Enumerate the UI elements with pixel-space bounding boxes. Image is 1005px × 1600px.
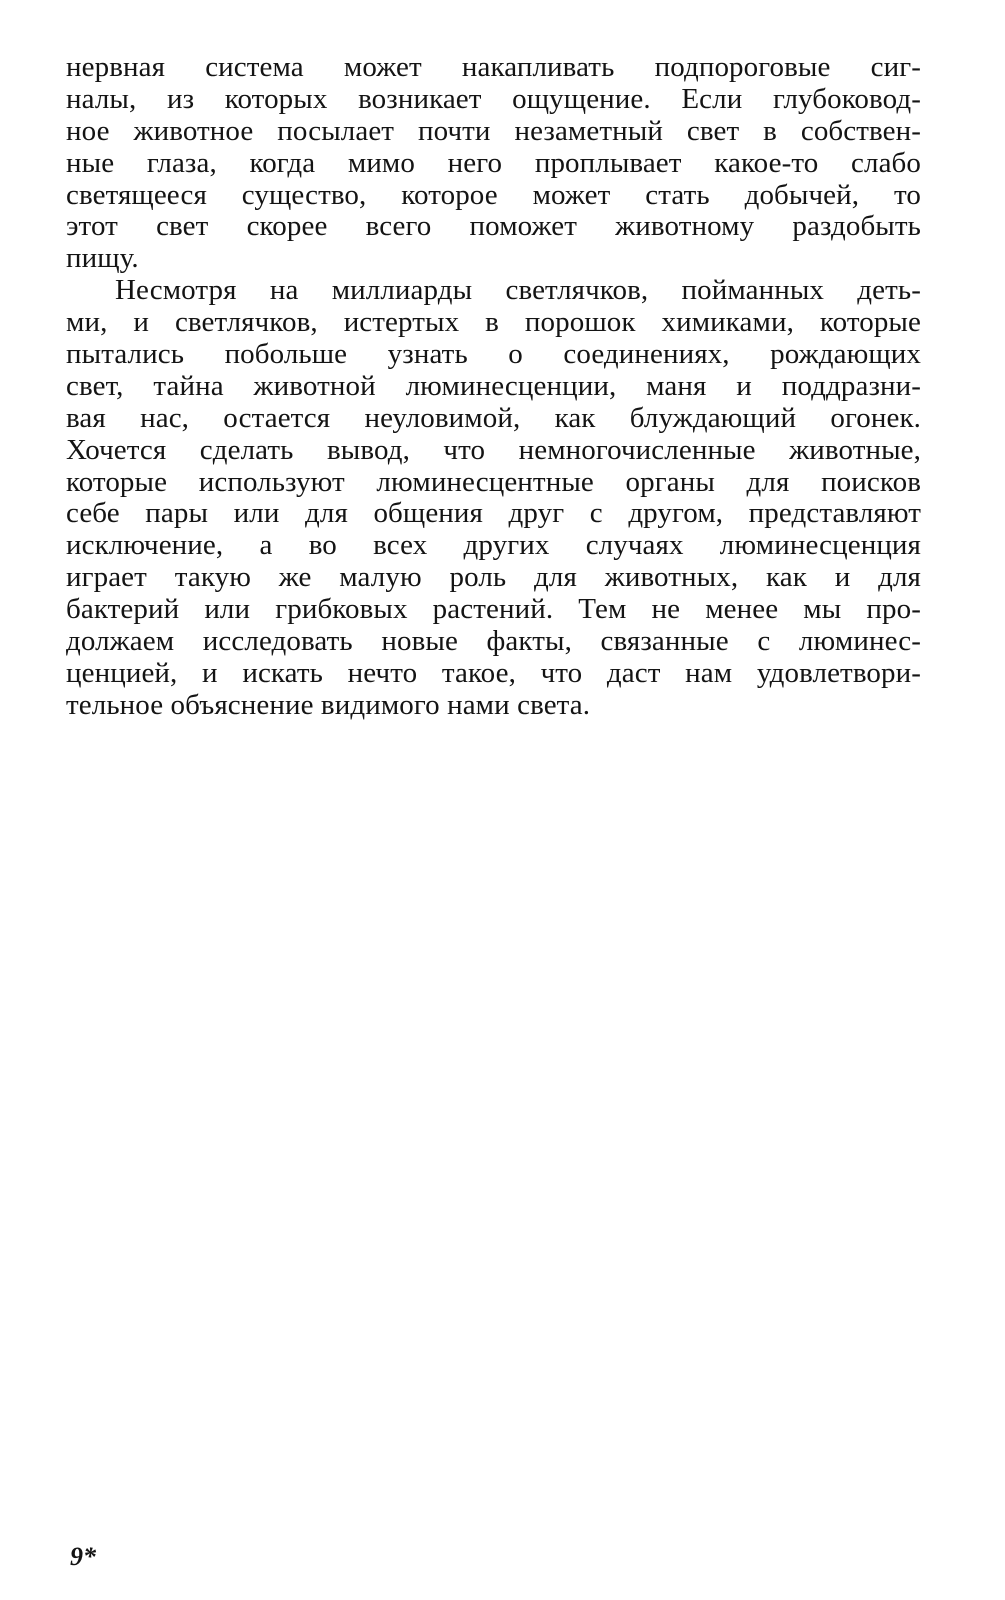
- text-line: светящееся существо, которое может стать добычей, то: [66, 178, 921, 211]
- text-line: которые используют люминесцентные органы для поисков: [66, 465, 921, 498]
- paragraph-2: [66, 275, 921, 721]
- text-line: ценцией, и искать нечто такое, что даст нам удовлетвори-: [66, 656, 921, 689]
- text-line: ные глаза, когда мимо него проплывает какое-то слабо: [66, 146, 921, 179]
- text-line: Несмотря на миллиарды светлячков, пойманных деть-: [115, 274, 921, 307]
- text-line: должаем исследовать новые факты, связанные с люминес-: [66, 625, 921, 658]
- text-line: нервная система может накапливать подпороговые сиг-: [66, 51, 921, 83]
- text-line: Хочется сделать вывод, что немногочисленные животные,: [66, 433, 921, 466]
- text-line: тельное объяснение видимого нами света.: [66, 688, 591, 721]
- text-line: налы, из которых возникает ощущение. Если глубоковод-: [66, 82, 921, 115]
- text-line: ми, и светлячков, истертых в порошок химиками, которые: [66, 306, 921, 339]
- text-line: себе пары или для общения друг с другом, представляют: [66, 497, 921, 530]
- text-line: вая нас, остается неуловимой, как блуждающий огонек.: [66, 401, 921, 434]
- paragraph-1: [66, 52, 921, 275]
- text-line: пытались побольше узнать о соединениях, рождающих: [66, 338, 921, 371]
- text-line: этот свет скорее всего поможет животному раздобыть: [66, 210, 921, 243]
- page-number: 9*: [70, 1542, 96, 1571]
- text-line: исключение, а во всех других случаях люминесценция: [66, 529, 921, 562]
- text-line: бактерий или грибковых растений. Тем не менее мы про-: [66, 593, 921, 626]
- text-line: ное животное посылает почти незаметный свет в собствен-: [66, 114, 921, 147]
- text-line: пищу.: [66, 242, 139, 275]
- text-line: играет такую же малую роль для животных, как и для: [66, 561, 921, 594]
- body-text: [66, 52, 921, 722]
- text-line: свет, тайна животной люминесценции, маня и поддразни-: [66, 369, 921, 402]
